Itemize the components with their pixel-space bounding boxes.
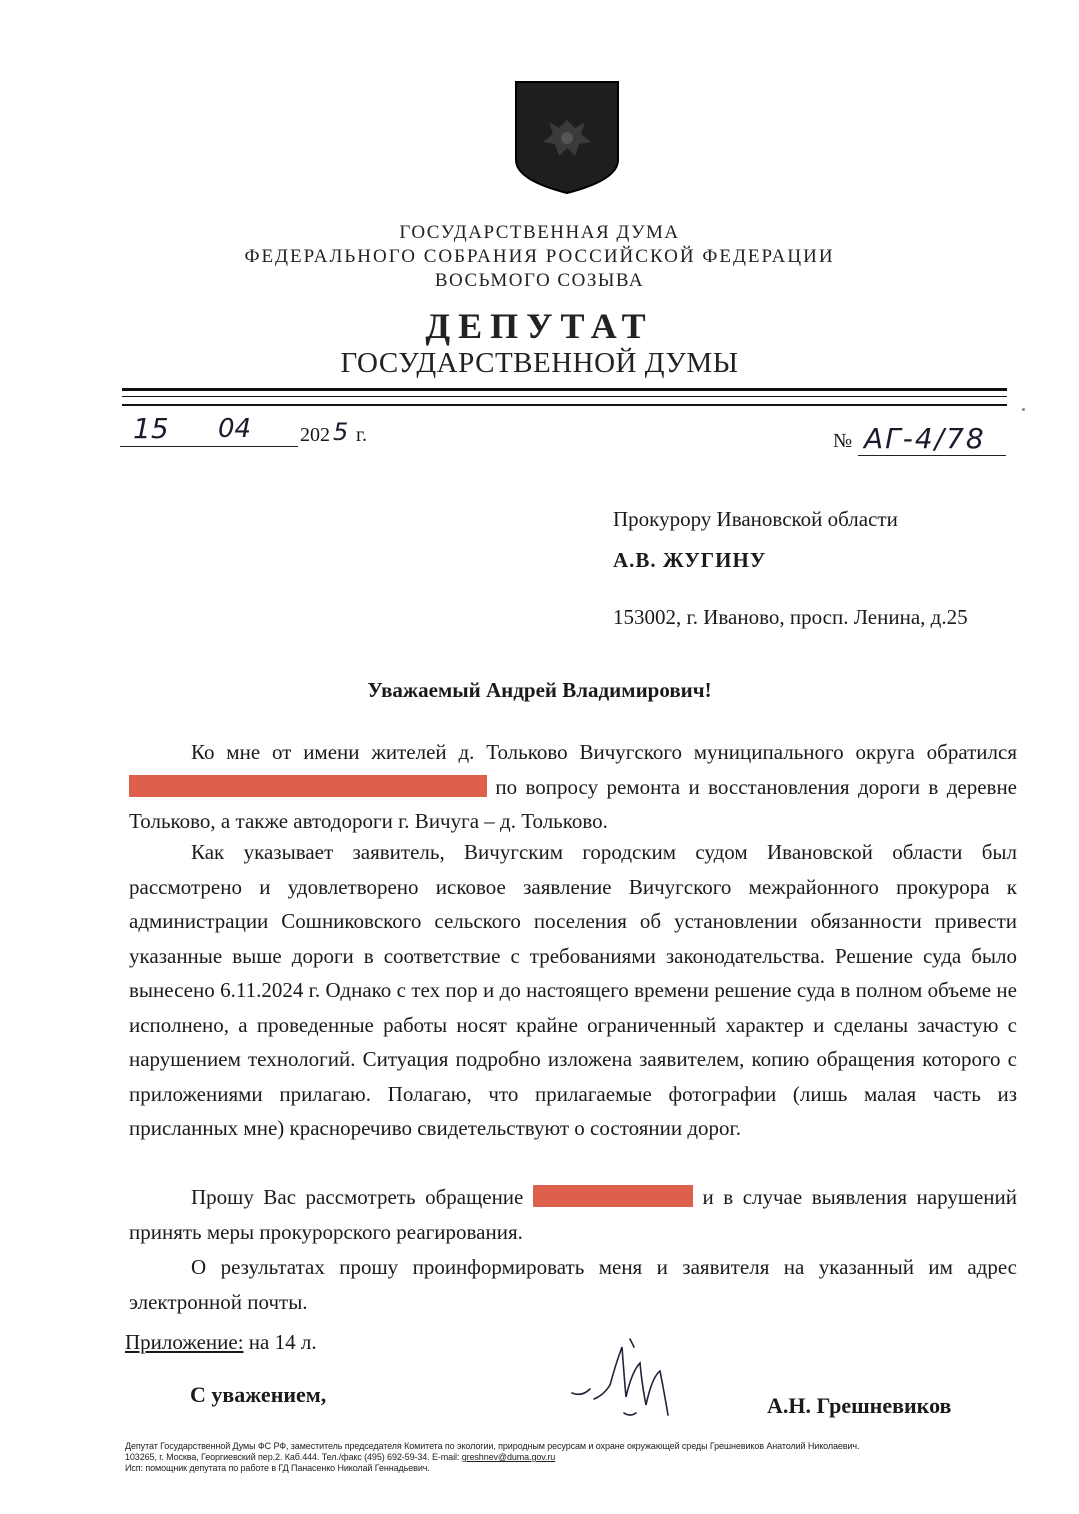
reference-sign: № [833,430,853,452]
p3-text-after: и в случае выявления нарушений принять меры прокурорского реагирования. [129,1185,1018,1244]
reference-number: АГ-4/78 [864,422,986,455]
closing-regards: С уважением, [190,1382,327,1407]
reference-underline [858,455,1006,456]
p1-text-after: по вопросу ремонта и восстановления дороги в деревне Тольково, а также автодороги г. Вичуга – д. Тольково. [129,774,1017,833]
footer-line-2 [125,1452,555,1462]
header-line-3: ВОСЬМОГО СОЗЫВА [434,270,645,291]
date-suffix: г. [356,424,367,446]
body-paragraph-3 [129,1180,1017,1249]
coat-of-arms-emblem [514,80,620,195]
header-line-2: ФЕДЕРАЛЬНОГО СОБРАНИЯ РОССИЙСКОЙ ФЕДЕРАЦИИ [244,246,835,267]
redaction-applicant-name-2 [533,1185,693,1207]
enclosure [125,1330,317,1355]
header-title: ДЕПУТАТ [425,306,654,346]
redaction-applicant-name [129,775,487,797]
header-rule-thin [122,396,1007,397]
closing-signer: А.Н. Грешневиков [767,1393,952,1418]
addressee-address: 153002, г. Иваново, просп. Ленина, д.25 [613,605,968,629]
enclosure-label: Приложение: [125,1330,244,1354]
date-day: 15 [133,412,169,445]
footer-line-1: Депутат Государственной Думы ФС РФ, заместитель председателя Комитета по экологии, природным ресурсам и охране окружающей среды Грешневиков Анатолий Николаевич. [125,1441,860,1451]
footer-line-3: Исп: помощник депутата по работе в ГД Панасенко Николай Геннадьевич. [125,1463,430,1473]
handwritten-signature [560,1335,730,1430]
date-month: 04 [218,414,252,444]
addressee-name: А.В. ЖУГИНУ [613,548,767,572]
header-subtitle: ГОСУДАРСТВЕННОЙ ДУМЫ [340,347,739,379]
p2-text: Как указывает заявитель, Вичугским городским судом Ивановской области был рассмотрено и удовлетворено исковое заявление Вичугского межрайонного прокурора к администрации Сошниковского сельского поселения об установлении обязанности привести указанные выше дороги в соответствие с требованиями законодательства. Решение суда было вынесено 6.11.2024 г. Однако с тех пор и до настоящего времени решение суда в полном объеме не исполнено, а проведенные работы носят крайне ограниченный характер и сделаны зачастую с нарушением технологий. Ситуация подробно изложена заявителем, копию обращения которого с приложениями прилагаю. Полагаю, что прилагаемые фотографии (лишь малая часть из присланных мне) красноречиво свидетельствуют о состоянии дорог. [129,840,1017,1140]
enclosure-value: на 14 л. [243,1330,317,1354]
salutation: Уважаемый Андрей Владимирович! [367,678,712,702]
body-paragraph-4 [129,1250,1017,1319]
header-line-1: ГОСУДАРСТВЕННАЯ ДУМА [399,222,680,243]
body-paragraph-1 [129,735,1017,839]
p1-text-before: Ко мне от имени жителей д. Тольково Вичугского муниципального округа обратился [191,740,1017,764]
header-rule-bottom [122,404,1007,406]
p3-text-before: Прошу Вас рассмотреть обращение [191,1185,524,1209]
p4-text: О результатах прошу проинформировать меня и заявителя на указанный им адрес электронной почты. [129,1255,1017,1314]
addressee-title: Прокурору Ивановской области [613,507,898,531]
body-paragraph-2 [129,835,1017,1146]
date-year-prefix: 202 [300,424,330,446]
header-rule-thick [122,388,1007,391]
date-year-handwritten: 5 [333,418,349,446]
footer-address: 103265, г. Москва, Георгиевский пер.2. Каб.444. Тел./факс (495) 692-59-34. E-mail: [125,1452,462,1462]
scan-speck [1022,408,1025,411]
date-underline [120,446,298,447]
footer-email-link[interactable]: greshnev@duma.gov.ru [461,1452,556,1462]
